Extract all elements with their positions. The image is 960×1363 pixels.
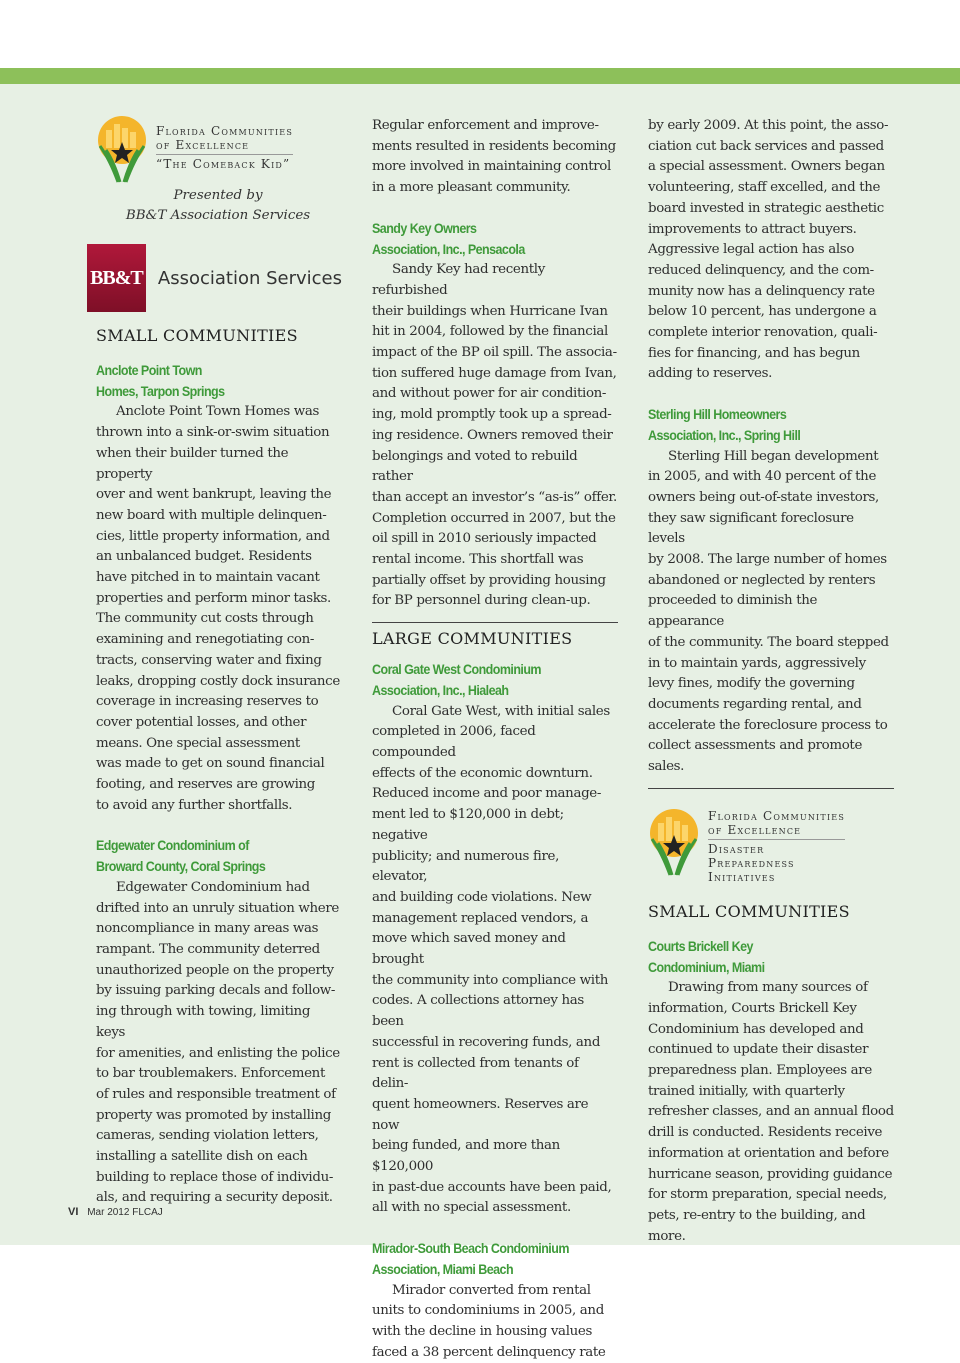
bbt-logo bbox=[87, 244, 342, 312]
logo-line-2: of Excellence bbox=[708, 822, 802, 837]
page-footer bbox=[68, 1206, 163, 1218]
column-2 bbox=[372, 116, 618, 1363]
page-number: VI bbox=[68, 1206, 79, 1218]
disaster-preparedness-logo bbox=[648, 809, 894, 884]
sponsor-name: BB&T Association Services bbox=[125, 208, 311, 223]
article-heading: Sterling Hill Homeowners Association, Inc., Spring Hill bbox=[648, 407, 801, 443]
column-3 bbox=[648, 116, 894, 1247]
article-body: Sterling Hill began development in 2005, and with 40 percent of the owners being out-of-state investors, they saw significant foreclosure levels by 2008. The large number of homes abandoned or neglected by renters proceeded to diminish the appearance of the community. The board stepped in to maintain yards, aggressively levy fines, modify the governing documents regarding rental, and accelerate the foreclosure process to collect assessments and promote sales. bbox=[648, 448, 889, 775]
section-divider bbox=[372, 622, 618, 623]
issue-label: Mar 2012 FLCAJ bbox=[87, 1207, 163, 1218]
sunburst-palm-star-logo-icon bbox=[648, 809, 704, 877]
section-divider bbox=[648, 788, 894, 789]
article-body: Drawing from many sources of information, Courts Brickell Key Condominium has developed and continued to update their disaster preparedness plan. Employees are trained initially, with quarterly refresher classes, and an annual flood drill is conducted. Residents receive information at orientation and before hurricane season, providing guidance for storm preparation, special needs, pets, re-entry to the building, and more. bbox=[648, 980, 894, 1244]
logo-line-3: “The Comeback Kid” bbox=[156, 157, 291, 171]
article-body: Anclote Point Town Homes was thrown into a sink-or-swim situation when their builder turned the property over and went bankrupt, leaving the new board with multiple delinquen- cies, little property information, and an unbalanced budget. Residents have pitched in to maintain vacant properties and perform minor tasks. The community cut costs through examining and renegotiating con- tracts, conserving water and fixing leaks, dropping costly dock insurance coverage in increasing reserves to cover potential losses, and other means. One special assessment was made to get on sound financial footing, and reserves are growing to avoid any further shortfalls. bbox=[96, 404, 340, 813]
article-heading: Sandy Key Owners Association, Inc., Pensacola bbox=[372, 220, 525, 257]
article-body: Edgewater Condominium had drifted into an unruly situation where noncompliance in many areas was rampant. The community deterred unauthorized people on the property by issuing parking decals and follow- ing through with towing, limiting keys for amenities, and enlisting the police to bar troublemakers. Enforcement of rules and responsible treatment of property was promoted by installing cameras, sending violation letters, installing a satellite dish on each building to replace those of individu- als, and requiring a security deposit. bbox=[96, 879, 340, 1206]
article-heading: Courts Brickell Key Condominium, Miami bbox=[648, 938, 765, 975]
article-heading: Edgewater Condominium of Broward County, Coral Springs bbox=[96, 838, 266, 875]
top-green-bar bbox=[0, 68, 960, 84]
sunburst-palm-star-logo-icon bbox=[96, 116, 152, 184]
bbt-logo-icon: BB&T bbox=[87, 244, 146, 312]
article-continuation: Regular enforcement and improve- ments resulted in residents becoming more involved in maintaining control in a more pleasant community. bbox=[372, 118, 616, 196]
logo-line-2: of Excellence bbox=[156, 138, 250, 152]
article-continuation: by early 2009. At this point, the asso- ciation cut back services and passed a special assessment. Owners began volunteering, staff excelled, and the board invested in strategic aesthetic improvements to attract buyers. Aggressive legal action has also reduced delinquency, and the com- munity now has a delinquency rate below 10 percent, has undergone a complete interior renovation, quali- fies for financing, and has begun adding to reserves. bbox=[648, 118, 889, 382]
logo-divider bbox=[708, 839, 845, 840]
logo-divider bbox=[156, 154, 293, 155]
presented-by bbox=[96, 186, 340, 226]
logo-line-1: Florida Communities bbox=[156, 124, 294, 138]
section-heading-small: SMALL COMMUNITIES bbox=[648, 901, 850, 921]
article-heading: Coral Gate West Condominium Association, Inc., Hialeah bbox=[372, 662, 542, 698]
section-heading-small: SMALL COMMUNITIES bbox=[96, 326, 298, 345]
logo-line-4: Preparedness bbox=[708, 855, 795, 870]
article-body: Coral Gate West, with initial sales completed in 2006, faced compounded effects of the economic downturn. Reduced income and poor manage- ment led to $120,000 in debt; negative publicity; and numerous fire, elevator, and building code violations. New management replaced vendors, a move which saved money and brought the community into compliance with codes. A collections attorney has been successful in recovering funds, and rent is collected from tenants of delin- quent homeowners. Reserves are now being funded, and more than $120,000 in past-due accounts have been paid, all with no special assessment. bbox=[372, 703, 612, 1216]
article-body: Sandy Key had recently refurbished their buildings when Hurricane Ivan hit in 2004, followed by the financial impact of the BP oil spill. The associa- tion suffered huge damage from Ivan, and without power for air condition- ing, mold promptly took up a spread- ing residence. Owners removed their belongings and voted to rebuild rather than accept an investor’s “as-is” offer. Completion occurred in 2007, but the oil spill in 2010 seriously impacted rental income. This shortfall was partially offset by providing housing for BP personnel during clean-up. bbox=[372, 262, 617, 609]
presented-by-label: Presented by bbox=[173, 188, 263, 203]
section-heading-large: LARGE COMMUNITIES bbox=[372, 629, 573, 649]
article-body: Mirador converted from rental units to condominiums in 2005, and with the decline in housing values faced a 38 percent delinquency rate bbox=[372, 1282, 606, 1360]
column-1 bbox=[90, 116, 342, 1209]
logo-line-5: Initiatives bbox=[708, 869, 776, 884]
comeback-kid-logo bbox=[96, 116, 342, 184]
bbt-logo-name: Association Services bbox=[157, 267, 342, 289]
article-heading: Anclote Point Town Homes, Tarpon Springs bbox=[96, 363, 225, 399]
article-heading: Mirador-South Beach Condominium Association, Miami Beach bbox=[372, 1241, 569, 1277]
logo-line-1: Florida Communities bbox=[708, 808, 846, 823]
logo-line-3: Disaster bbox=[708, 841, 765, 856]
